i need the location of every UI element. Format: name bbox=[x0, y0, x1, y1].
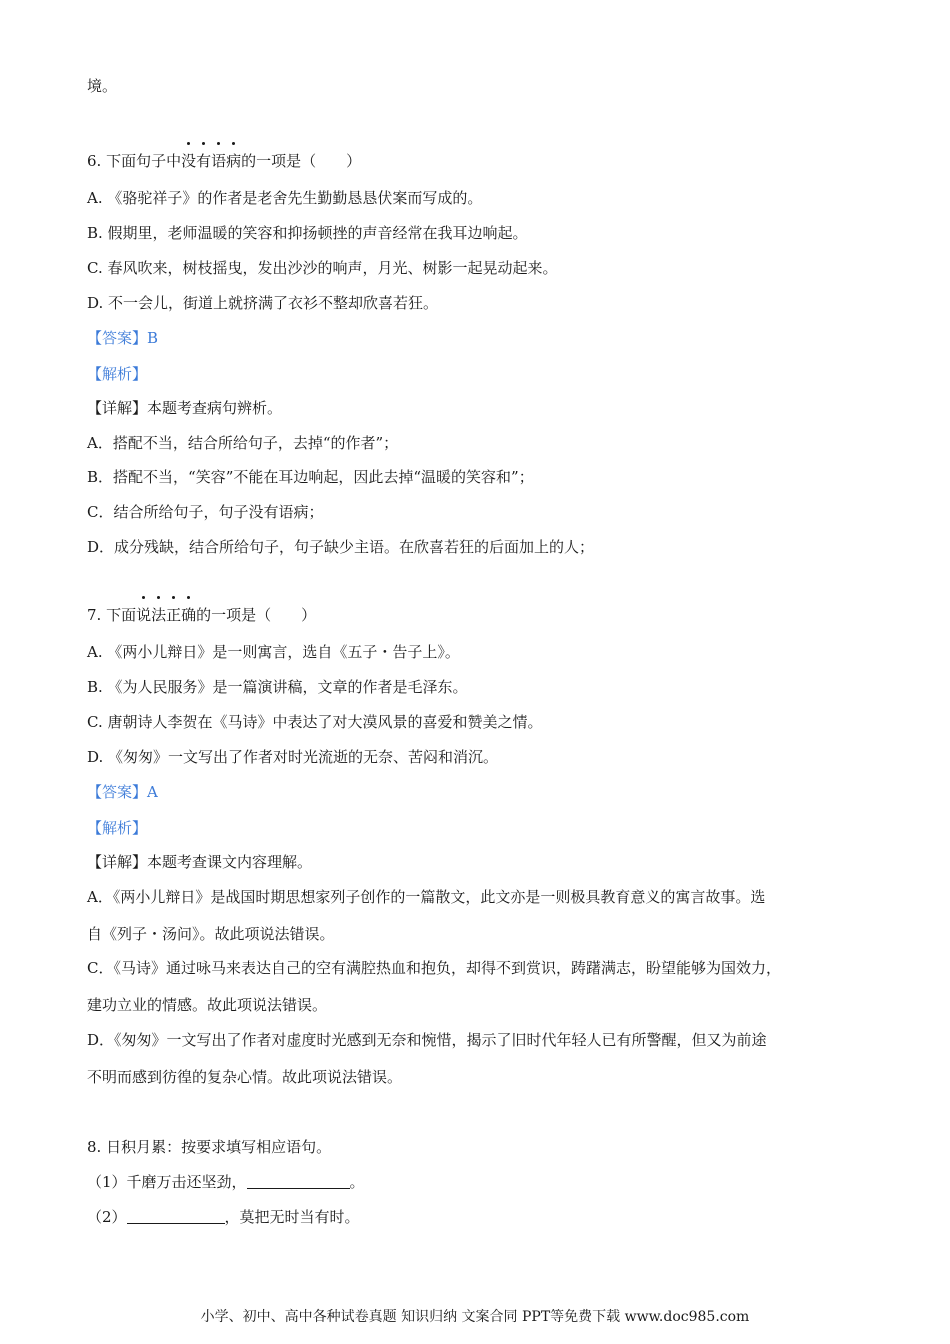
q6-explanation-a: A．搭配不当，结合所给句子，去掉“的作者”； bbox=[87, 434, 399, 452]
q7-stem bbox=[87, 605, 316, 625]
fill-blank[interactable] bbox=[127, 1208, 225, 1224]
q6-option-d: D. 不一会儿，街道上就挤满了衣衫不整却欣喜若狂。 bbox=[87, 294, 439, 312]
q6-stem-prefix: 6. 下面句子中 bbox=[87, 152, 182, 170]
q6-emphasis-char: 没 bbox=[181, 152, 197, 170]
q8-item-1 bbox=[87, 1172, 365, 1192]
q7-analysis-label: 【解析】 bbox=[87, 819, 148, 837]
intro-tail: 境。 bbox=[87, 77, 118, 95]
q6-emphasis-char: 有 bbox=[196, 152, 212, 170]
q8-item-2-suffix: ，莫把无时当有时。 bbox=[224, 1208, 360, 1226]
q6-analysis-label: 【解析】 bbox=[87, 365, 148, 383]
q7-option-c: C. 唐朝诗人李贺在《马诗》中表达了对大漠风景的喜爱和赞美之情。 bbox=[87, 713, 543, 731]
q8-item-2-prefix: （2） bbox=[87, 1208, 127, 1226]
q7-explanation-a-line2: 自《列子・汤问》。故此项说法错误。 bbox=[87, 925, 335, 943]
q6-stem bbox=[87, 151, 361, 171]
q8-item-1-prefix: （1）千磨万击还坚劲， bbox=[87, 1173, 247, 1191]
q7-stem-prefix: 7. 下面 bbox=[87, 606, 137, 624]
q6-stem-suffix: 的一项是（ ） bbox=[241, 152, 362, 170]
q7-emphasis-char: 正 bbox=[166, 606, 182, 624]
q7-emphasis-char: 确 bbox=[181, 606, 197, 624]
q7-emphasis-char: 说 bbox=[136, 606, 152, 624]
q6-explanation-d: D．成分残缺，结合所给句子，句子缺少主语。在欣喜若狂的后面加上的人； bbox=[87, 538, 595, 556]
q7-option-b: B. 《为人民服务》是一篇演讲稿，文章的作者是毛泽东。 bbox=[87, 678, 468, 696]
q6-option-a: A. 《骆驼祥子》的作者是老舍先生勤勤恳恳伏案而写成的。 bbox=[87, 189, 483, 207]
q6-option-b: B. 假期里，老师温暖的笑容和抑扬顿挫的声音经常在我耳边响起。 bbox=[87, 224, 528, 242]
q7-detail: 【详解】本题考查课文内容理解。 bbox=[87, 853, 313, 871]
fill-blank[interactable] bbox=[247, 1173, 350, 1189]
q7-explanation-a-line1: A．《两小儿辩日》是战国时期思想家列子创作的一篇散文，此文亦是一则极具教育意义的寓言故事。选 bbox=[87, 888, 766, 906]
q6-explanation-b: B．搭配不当，“笑容”不能在耳边响起，因此去掉“温暖的笑容和”； bbox=[87, 468, 534, 486]
page-footer: 小学、初中、高中各种试卷真题 知识归纳 文案合同 PPT等免费下载 www.doc985.com bbox=[200, 1309, 750, 1325]
q6-option-c: C. 春风吹来，树枝摇曳，发出沙沙的响声，月光、树影一起晃动起来。 bbox=[87, 259, 558, 277]
q6-answer: 【答案】B bbox=[87, 329, 159, 347]
q7-explanation-d-line1: D．《匆匆》一文写出了作者对虚度时光感到无奈和惋惜，揭示了旧时代年轻人已有所警醒，但又为前途 bbox=[87, 1031, 767, 1049]
q7-explanation-c-line2: 建功立业的情感。故此项说法错误。 bbox=[87, 996, 328, 1014]
q7-stem-suffix: 的一项是（ ） bbox=[196, 606, 317, 624]
q6-explanation-c: C．结合所给句子，句子没有语病； bbox=[87, 503, 324, 521]
q7-explanation-c-line1: C．《马诗》通过咏马来表达自己的空有满腔热血和抱负，却得不到赏识，踌躇满志，盼望能够为国效力， bbox=[87, 959, 781, 977]
q7-answer: 【答案】A bbox=[87, 783, 158, 801]
q7-emphasis-char: 法 bbox=[151, 606, 167, 624]
q7-explanation-d-line2: 不明而感到彷徨的复杂心情。故此项说法错误。 bbox=[87, 1068, 403, 1086]
q8-item-1-suffix: 。 bbox=[349, 1173, 365, 1191]
q8-title: 8. 日积月累：按要求填写相应语句。 bbox=[87, 1138, 332, 1156]
q8-item-2 bbox=[87, 1207, 360, 1227]
q6-emphasis-char: 语 bbox=[211, 152, 227, 170]
q7-option-a: A. 《两小儿辩日》是一则寓言，选自《五子・告子上》。 bbox=[87, 643, 460, 661]
q6-emphasis-char: 病 bbox=[226, 152, 242, 170]
q6-detail: 【详解】本题考查病句辨析。 bbox=[87, 399, 283, 417]
q7-option-d: D. 《匆匆》一文写出了作者对时光流逝的无奈、苦闷和消沉。 bbox=[87, 748, 499, 766]
